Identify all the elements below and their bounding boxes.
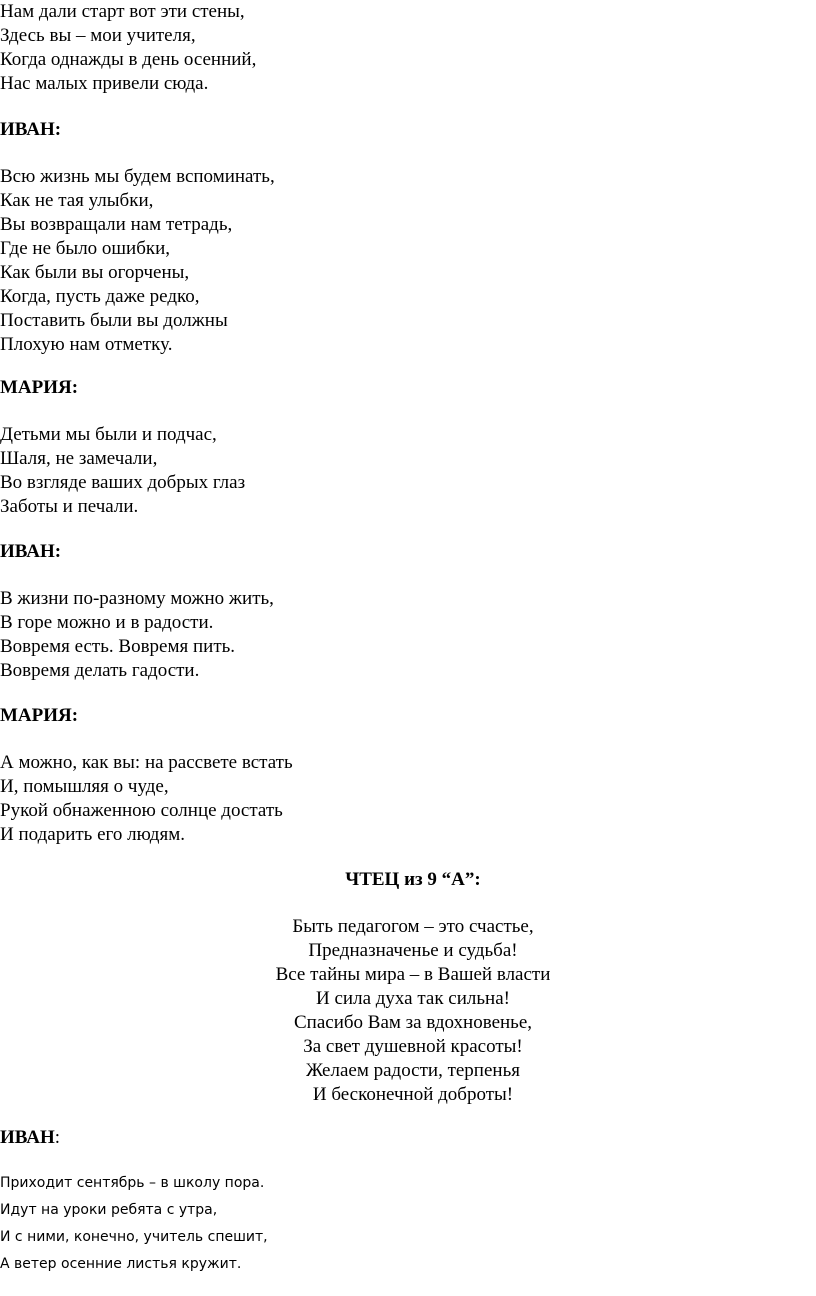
poem-line: За свет душевной красоты! <box>303 1036 523 1057</box>
speaker-name: ЧТЕЦ из 9 “А”: <box>345 869 481 890</box>
poem-line: В жизни по-разному можно жить, <box>0 588 274 609</box>
speaker-heading <box>0 1126 60 1150</box>
poem-line: Все тайны мира – в Вашей власти <box>275 964 551 985</box>
speaker-line <box>0 1126 60 1150</box>
stanza-maria-1 <box>0 423 245 519</box>
poem-line: Во взгляде ваших добрых глаз <box>0 472 246 493</box>
poem-line: Как были вы огорчены, <box>0 262 190 283</box>
poem-line: Вовремя есть. Вовремя пить. <box>0 636 236 657</box>
poem-line: И сила духа так сильна! <box>316 988 510 1009</box>
poem-line: Когда однажды в день осенний, <box>0 49 257 70</box>
stanza-ivan-3 <box>0 1170 268 1278</box>
stanza-reader-centered <box>0 915 816 1107</box>
speaker-heading <box>0 540 61 564</box>
poem-line: И бесконечной доброты! <box>312 1084 514 1105</box>
poem-line: Быть педагогом – это счастье, <box>292 916 534 937</box>
poem-line: Вы возвращали нам тетрадь, <box>0 214 233 235</box>
poem-line: А ветер осенние листья кружит. <box>0 1256 242 1272</box>
poem-line: Поставить были вы должны <box>0 310 228 331</box>
poem-line: И, помышляя о чуде, <box>0 776 169 797</box>
speaker-colon: : <box>54 1127 61 1148</box>
poem-line: Шаля, не замечали, <box>0 448 158 469</box>
poem-line: Спасибо Вам за вдохновенье, <box>293 1012 533 1033</box>
stanza-ivan-2 <box>0 587 274 683</box>
poem-line: Желаем радости, терпенья <box>305 1060 520 1081</box>
poem-line: Как не тая улыбки, <box>0 190 154 211</box>
poem-line: Приходит сентябрь – в школу пора. <box>0 1175 265 1191</box>
poem-line: Идут на уроки ребята с утра, <box>0 1202 218 1218</box>
speaker-name: ИВАН: <box>0 541 62 562</box>
poem-line: Рукой обнаженною солнце достать <box>0 800 283 821</box>
stanza-opening <box>0 0 256 96</box>
speaker-name: ИВАН <box>0 1127 55 1148</box>
poem-line: Здесь вы – мои учителя, <box>0 25 196 46</box>
poem-line: Когда, пусть даже редко, <box>0 286 200 307</box>
speaker-heading-centered <box>0 868 816 892</box>
speaker-name: МАРИЯ: <box>0 705 79 726</box>
poem-line: И с ними, конечно, учитель спешит, <box>0 1229 268 1245</box>
poem-line: Нас малых привели сюда. <box>0 73 209 94</box>
speaker-name: ИВАН: <box>0 119 62 140</box>
poem-line: Нам дали старт вот эти стены, <box>0 1 245 22</box>
poem-line: В горе можно и в радости. <box>0 612 214 633</box>
poem-line: Вовремя делать гадости. <box>0 660 200 681</box>
poem-line: И подарить его людям. <box>0 824 185 845</box>
speaker-heading <box>0 704 78 728</box>
poem-line: Плохую нам отметку. <box>0 334 173 355</box>
speaker-name: МАРИЯ: <box>0 377 79 398</box>
speaker-heading <box>0 376 78 400</box>
poem-line: Всю жизнь мы будем вспоминать, <box>0 166 275 187</box>
poem-line: Детьми мы были и подчас, <box>0 424 217 445</box>
speaker-heading <box>0 118 61 142</box>
poem-line: Предназначенье и судьба! <box>308 940 518 961</box>
poem-line: Где не было ошибки, <box>0 238 171 259</box>
stanza-maria-2 <box>0 751 293 847</box>
poem-line: Заботы и печали. <box>0 496 139 517</box>
stanza-ivan-1 <box>0 165 275 357</box>
poem-line: А можно, как вы: на рассвете встать <box>0 752 293 773</box>
